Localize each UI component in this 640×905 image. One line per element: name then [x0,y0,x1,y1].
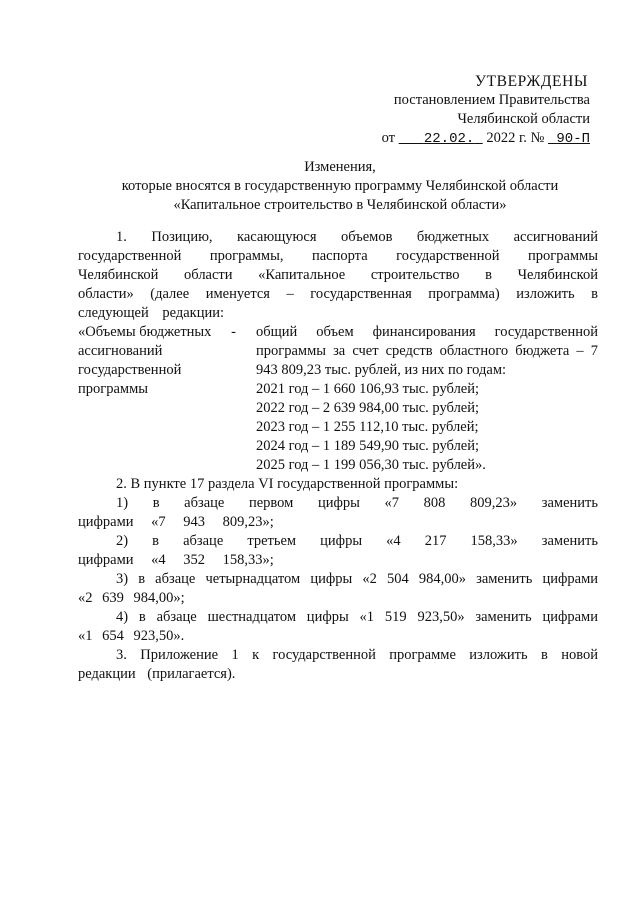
item-3-paragraph: 3. Приложение 1 к государственной программе изложить в новой редакции (прилагается). [78,647,598,682]
item-2-subitem: 3) в абзаце четырнадцатом цифры «2 504 984,00» заменить цифрами «2 639 984,00»; [78,571,598,606]
volumes-year-line: 2021 год – 1 660 106,93 тыс. рублей; [256,381,480,397]
approval-line-2: Челябинской области [457,111,590,127]
approval-date-line [370,129,590,149]
volumes-year-line: 2024 год – 1 189 549,90 тыс. рублей; [256,438,480,454]
volumes-label-line: ассигнований [78,343,163,359]
document-body [78,228,598,684]
document-heading [80,158,600,215]
item-2-subitem: 4) в абзаце шестнадцатом цифры «1 519 923,50» заменить цифрами «1 654 923,50». [78,609,598,644]
item-2-subitem: 2) в абзаце третьем цифры «4 217 158,33» заменить цифрами «4 352 158,33»; [78,533,598,568]
item-2-subitem: 1) в абзаце первом цифры «7 808 809,23» заменить цифрами «7 943 809,23»; [78,495,598,530]
item-2-paragraph: 2. В пункте 17 раздела VI государственной программы: [116,476,459,492]
volumes-intro: общий объем финансирования государственной программы за счет средств областного бюджета – 7 943 809,23 тыс. рублей, из них по годам: [256,324,598,378]
heading-line-1: Изменения, [304,159,376,175]
volumes-year-line: 2025 год – 1 199 056,30 тыс. рублей». [256,457,486,473]
item-1-paragraph: 1. Позицию, касающуюся объемов бюджетных ассигнований государственной программы, паспорта государственной программы Челябинской области «Капитальное строительство в Челябинской области» (далее именуется – государственная программа) изложить в следующей редакции: [78,229,598,321]
date-prefix: от [381,130,396,146]
approval-title: УТВЕРЖДЕНЫ [475,73,588,90]
approval-block [370,72,590,149]
volumes-label [78,323,236,475]
year-text: 2022 г. № [486,130,545,146]
volumes-year-line: 2023 год – 1 255 112,10 тыс. рублей; [256,419,479,435]
document-number: 90-П [556,131,590,147]
volumes-value [256,323,598,475]
heading-line-3: «Капитальное строительство в Челябинской области» [173,197,507,213]
volumes-label-line: программы [78,381,148,397]
volumes-year-line: 2022 год – 2 639 984,00 тыс. рублей; [256,400,480,416]
budget-volumes-block [78,323,598,475]
volumes-label-line: «Объемы бюджетных [78,324,212,340]
heading-line-2: которые вносятся в государственную программу Челябинской области [121,178,559,194]
approval-line-1: постановлением Правительства [393,92,590,108]
date-value: 22.02. [423,131,475,147]
volumes-dash: - [231,324,236,340]
volumes-label-line: государственной [78,362,182,378]
